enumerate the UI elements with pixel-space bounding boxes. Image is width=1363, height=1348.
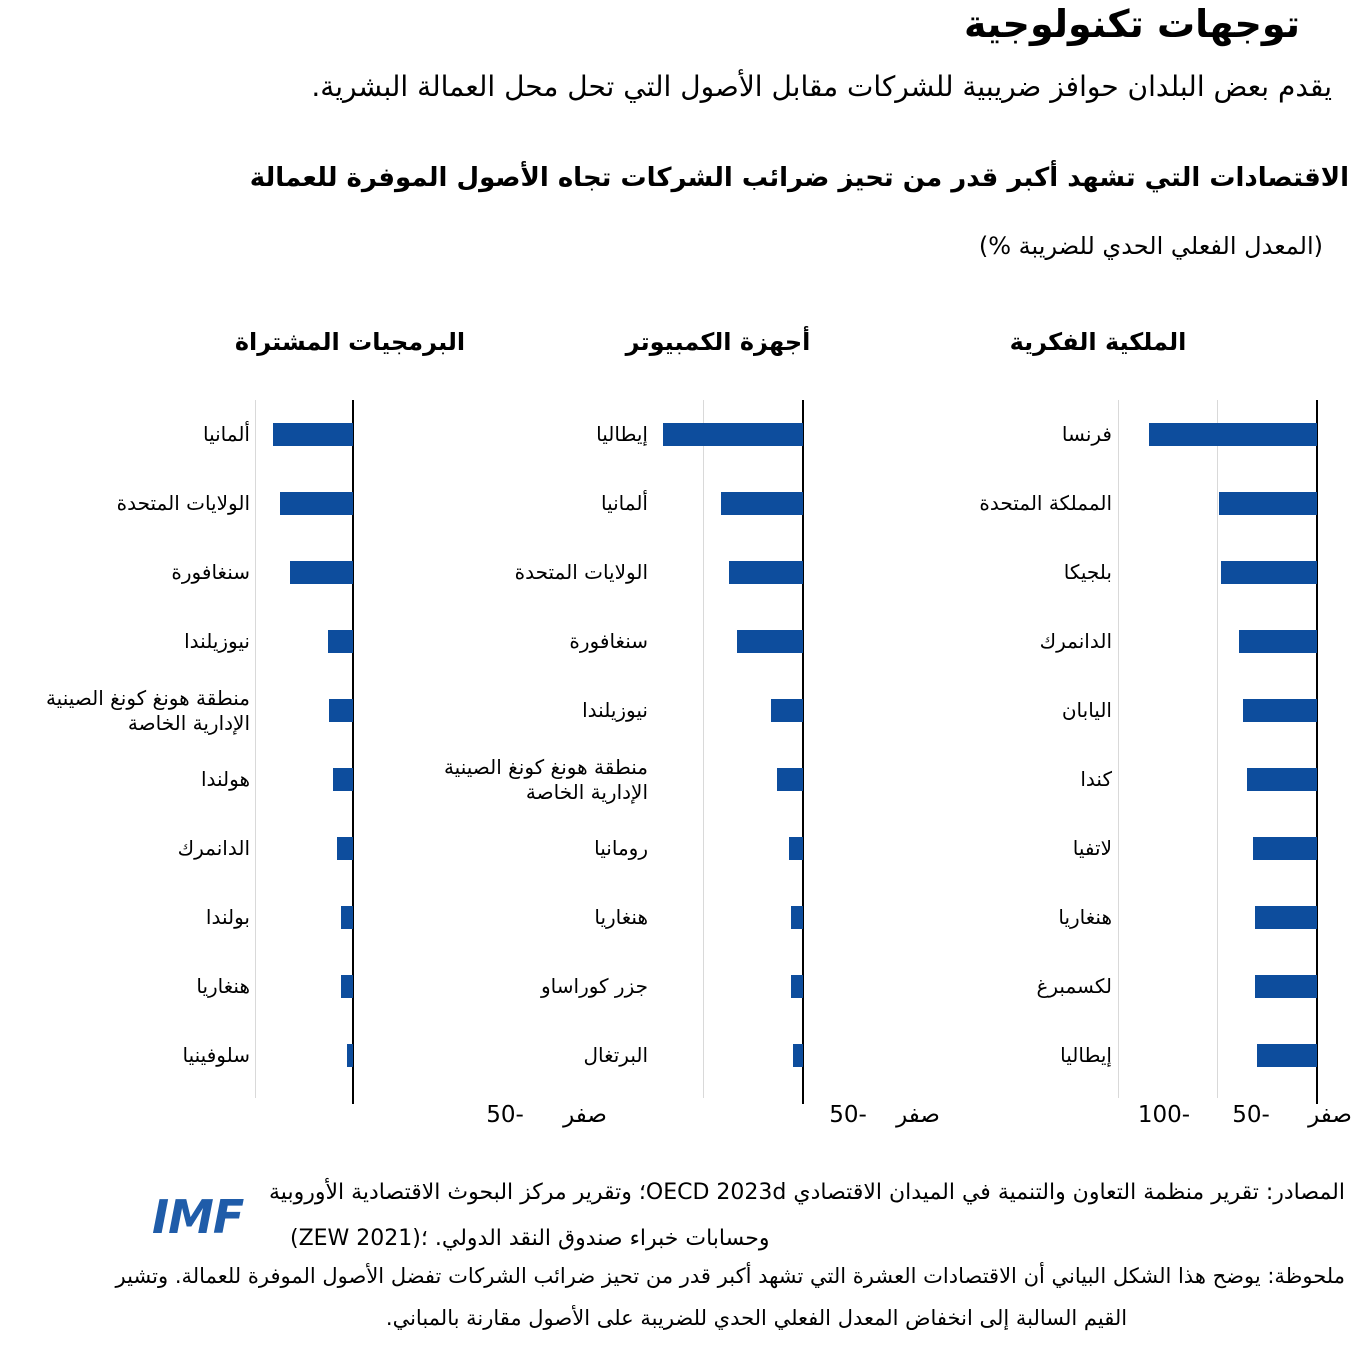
country-label: نيوزيلندا — [582, 698, 648, 722]
country-label: جزر كوراساو — [541, 974, 648, 998]
bar — [341, 906, 353, 929]
bar — [771, 699, 803, 722]
bar — [337, 837, 353, 860]
bar — [793, 1044, 803, 1067]
bar — [1221, 561, 1317, 584]
country-label: المملكة المتحدة — [979, 491, 1112, 515]
bar — [347, 1044, 353, 1067]
country-label: لاتفيا — [1072, 836, 1112, 860]
bar — [1243, 699, 1317, 722]
bar — [1253, 837, 1317, 860]
country-label: منطقة هونغ كونغ الصينية الإدارية الخاصة — [45, 685, 250, 735]
bar — [290, 561, 353, 584]
country-label: رومانيا — [594, 836, 648, 860]
bar — [273, 423, 353, 446]
bar — [1255, 975, 1317, 998]
sources-line1: المصادر: تقرير منظمة التعاون والتنمية في الميدان الاقتصادي OECD 2023d؛ وتقرير مركز البحوث الاقتصادية الأوروبية — [269, 1180, 1345, 1205]
country-label: إيطاليا — [1060, 1043, 1112, 1067]
panel-header: أجهزة الكمبيوتر — [625, 328, 811, 356]
country-label: نيوزيلندا — [184, 629, 250, 653]
panel-header: البرمجيات المشتراة — [234, 328, 466, 356]
bar — [1247, 768, 1317, 791]
bar — [1239, 630, 1317, 653]
tick-label: 50- — [829, 1102, 867, 1128]
bar — [1257, 1044, 1317, 1067]
country-label: هنغاريا — [1058, 905, 1112, 929]
bar — [329, 699, 353, 722]
bar — [328, 630, 353, 653]
country-label: الدانمرك — [1039, 629, 1112, 653]
bar — [791, 975, 803, 998]
bar — [729, 561, 803, 584]
sources-zew-ref: (ZEW 2021)؛ — [290, 1226, 428, 1251]
bar — [777, 768, 803, 791]
imf-logo: IMF — [152, 1190, 244, 1244]
tick-label: صفر — [896, 1102, 940, 1128]
bar — [341, 975, 353, 998]
gridline — [1217, 400, 1218, 1098]
panel-header: الملكية الفكرية — [1009, 328, 1187, 356]
country-label: البرتغال — [583, 1043, 648, 1067]
country-label: لكسمبرغ — [1036, 974, 1112, 998]
bar — [1149, 423, 1317, 446]
tick-label: صفر — [1308, 1102, 1352, 1128]
country-label: سنغافورة — [171, 560, 250, 584]
tick-label: 50- — [486, 1102, 524, 1128]
country-label: هولندا — [200, 767, 250, 791]
axis-tick — [352, 1090, 354, 1104]
country-label: منطقة هونغ كونغ الصينية الإدارية الخاصة — [443, 754, 648, 804]
tick-label: 100- — [1137, 1102, 1191, 1128]
note-line2: القيم السالبة إلى انخفاض المعدل الفعلي الحدي للضريبة على الأصول مقارنة بالمباني. — [385, 1306, 1128, 1330]
bar — [791, 906, 803, 929]
main-subtitle: يقدم بعض البلدان حوافز ضريبية للشركات مقابل الأصول التي تحل محل العمالة البشرية. — [311, 70, 1332, 103]
country-label: هنغاريا — [196, 974, 250, 998]
gridline — [255, 400, 256, 1098]
axis-tick — [802, 1090, 804, 1104]
country-label: الولايات المتحدة — [514, 560, 648, 584]
bar — [1255, 906, 1317, 929]
country-label: فرنسا — [1061, 422, 1112, 446]
country-label: الولايات المتحدة — [116, 491, 250, 515]
country-label: سلوفينيا — [182, 1043, 250, 1067]
sources-line2 — [290, 1226, 769, 1251]
bar — [721, 492, 803, 515]
country-label: الدانمرك — [177, 836, 250, 860]
country-label: كندا — [1080, 767, 1112, 791]
country-label: اليابان — [1061, 698, 1112, 722]
bar — [280, 492, 353, 515]
gridline — [703, 400, 704, 1098]
country-label: ألمانيا — [600, 491, 648, 515]
note-line1: ملحوظة: يوضح هذا الشكل البياني أن الاقتصادات العشرة التي تشهد أكبر قدر من تحيز ضرائب الشركات تفضل الأصول الموفرة للعمالة. وتشير — [115, 1264, 1345, 1288]
country-label: سنغافورة — [569, 629, 648, 653]
bar — [663, 423, 803, 446]
bar — [737, 630, 803, 653]
country-label: ألمانيا — [202, 422, 250, 446]
tick-label: 50- — [1232, 1102, 1270, 1128]
gridline — [1118, 400, 1119, 1098]
country-label: هنغاريا — [594, 905, 648, 929]
country-label: بولندا — [205, 905, 250, 929]
main-title: توجهات تكنولوجية — [964, 2, 1300, 46]
chart-heading: الاقتصادات التي تشهد أكبر قدر من تحيز ضرائب الشركات تجاه الأصول الموفرة للعمالة — [249, 163, 1349, 193]
bar — [789, 837, 803, 860]
country-label: إيطاليا — [596, 422, 648, 446]
tick-label: صفر — [563, 1102, 607, 1128]
sources-line2-text: وحسابات خبراء صندوق النقد الدولي. — [434, 1226, 770, 1251]
bar — [1219, 492, 1317, 515]
bar — [333, 768, 353, 791]
chart-unit-label: (المعدل الفعلي الحدي للضريبة %) — [978, 232, 1323, 260]
country-label: بلجيكا — [1063, 560, 1112, 584]
